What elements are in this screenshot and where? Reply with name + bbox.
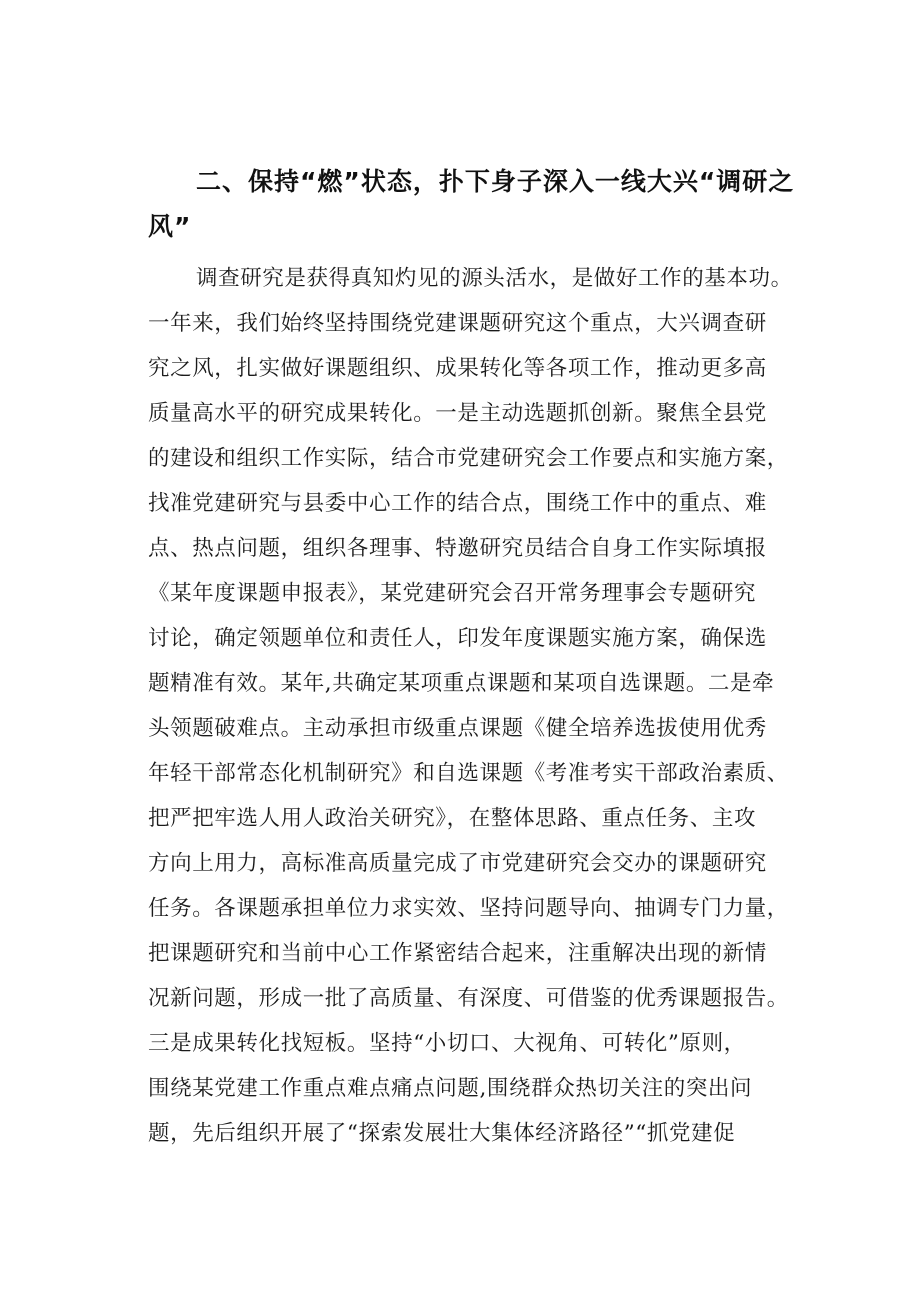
paragraph-line-15: 任务。各课题承担单位力求实效、坚持问题导向、抽调专门力量，: [148, 896, 789, 921]
paragraph-line-10: 题精准有效。某年,共确定某项重点课题和某项自选课题。二是牵: [148, 671, 775, 696]
paragraph-line-16: 把课题研究和当前中心工作紧密结合起来，注重解决出现的新情: [148, 941, 767, 966]
paragraph-line-17: 况新问题，形成一批了高质量、有深度、可借鉴的优秀课题报告。: [148, 986, 789, 1011]
paragraph-line-7: 点、热点问题，组织各理事、特邀研究员结合自身工作实际填报: [148, 536, 767, 561]
paragraph-line-4: 质量高水平的研究成果转化。一是主动选题抓创新。聚焦全县党: [148, 401, 767, 426]
paragraph-line-18: 三是成果转化找短板。坚持“小切口、大视角、可转化”原则，: [148, 1031, 746, 1056]
paragraph-line-1: 调查研究是获得真知灼见的源头活水，是做好工作的基本功。: [196, 266, 793, 291]
paragraph-line-3: 究之风，扎实做好课题组织、成果转化等各项工作，推动更多高: [148, 356, 767, 381]
paragraph-line-11: 头领题破难点。主动承担市级重点课题《健全培养选拔使用优秀: [148, 716, 767, 741]
paragraph-line-2: 一年来，我们始终坚持围绕党建课题研究这个重点，大兴调查研: [148, 311, 767, 336]
paragraph-line-5: 的建设和组织工作实际，结合市党建研究会工作要点和实施方案，: [148, 446, 789, 471]
paragraph-line-13: 把严把牢选人用人政治关研究》，在整体思路、重点任务、主攻: [148, 806, 757, 831]
paragraph-line-19: 围绕某党建工作重点难点痛点问题,围绕群众热切关注的突出问: [148, 1076, 753, 1101]
paragraph-line-8: 《某年度课题申报表》，某党建研究会召开常务理事会专题研究: [148, 581, 757, 606]
paragraph-line-12: 年轻干部常态化机制研究》和自选课题《考准考实干部政治素质、: [148, 761, 789, 786]
section-heading-line-2: 风”: [148, 212, 192, 241]
paragraph-line-20: 题，先后组织开展了“探索发展壮大集体经济路径”“抓党建促: [148, 1121, 736, 1146]
paragraph-line-9: 讨论，确定领题单位和责任人，印发年度课题实施方案，确保选: [148, 626, 767, 651]
section-heading-line-1: 二、保持“燃”状态，扑下身子深入一线大兴“调研之: [196, 167, 795, 196]
paragraph-line-14: 方向上用力，高标准高质量完成了市党建研究会交办的课题研究: [148, 851, 767, 876]
paragraph-line-6: 找准党建研究与县委中心工作的结合点，围绕工作中的重点、难: [148, 491, 767, 516]
